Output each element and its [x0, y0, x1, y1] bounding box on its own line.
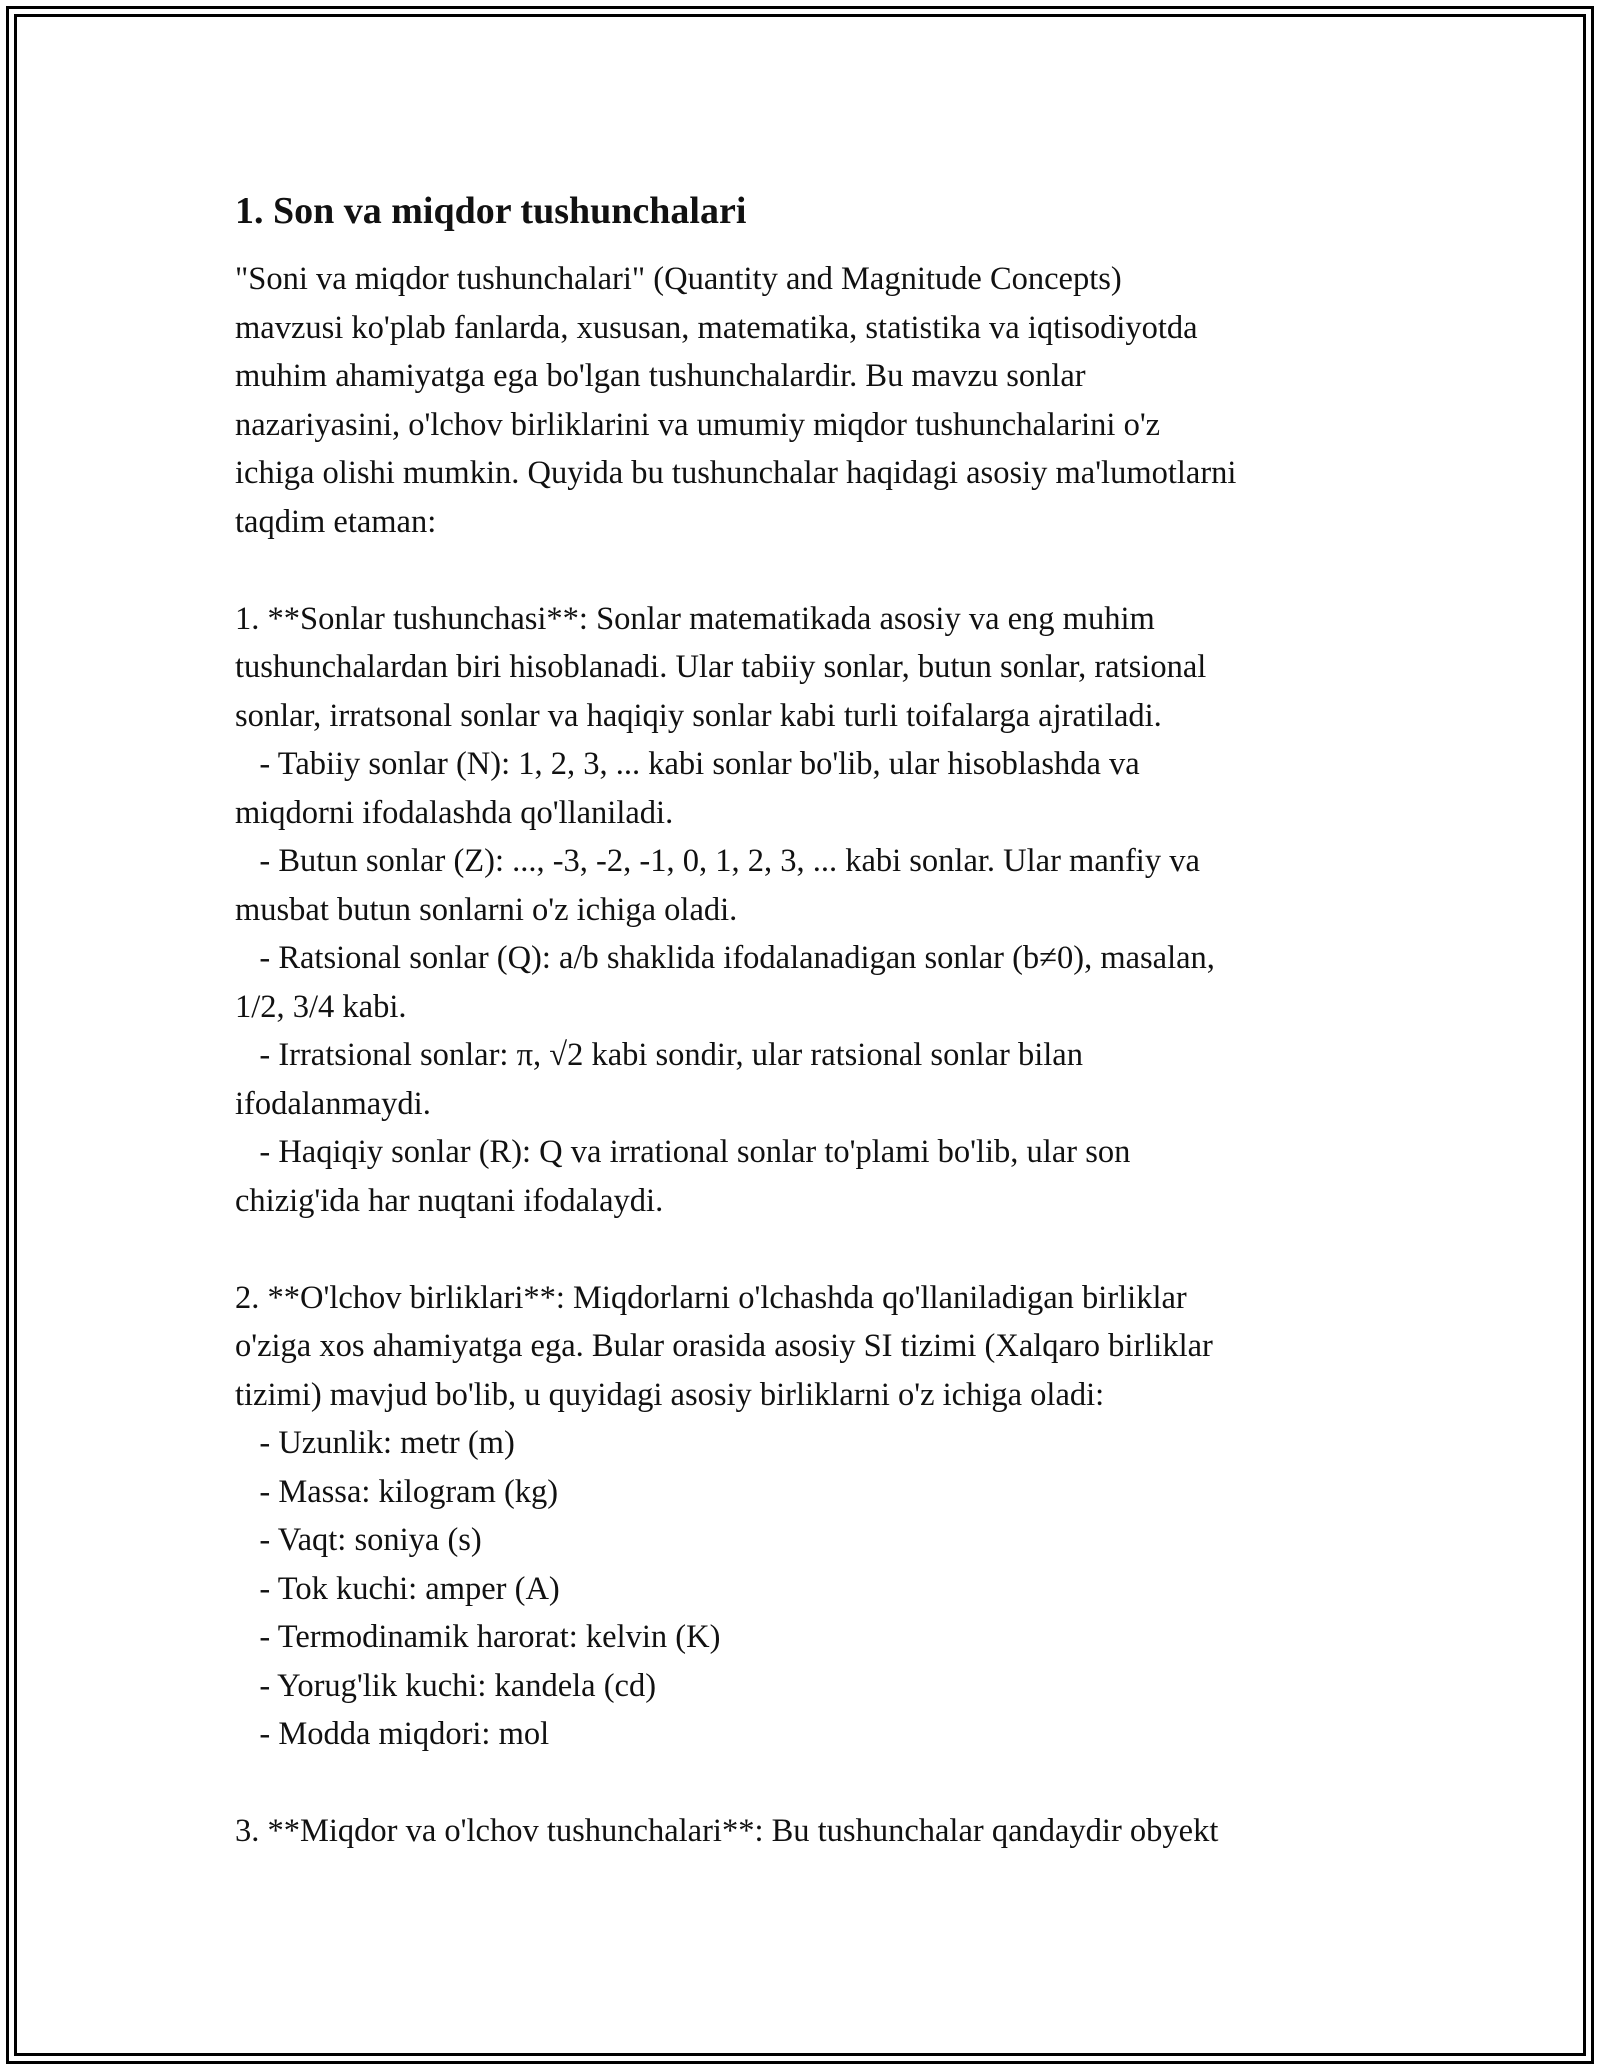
- text-line: 1/2, 3/4 kabi.: [235, 988, 407, 1025]
- document-body: [235, 185, 1395, 1856]
- text-line: ifodalanmaydi.: [235, 1085, 431, 1122]
- text-line: ichiga olishi mumkin. Quyida bu tushunchalar haqidagi asosiy ma'lumotlarni: [235, 455, 1237, 491]
- text-line: nazariyasini, o'lchov birliklarini va umumiy miqdor tushunchalarini o'z: [235, 406, 1161, 443]
- text-line: 1. **Sonlar tushunchasi**: Sonlar matematikada asosiy va eng muhim: [235, 600, 1155, 637]
- text-line: musbat butun sonlarni o'z ichiga oladi.: [235, 891, 738, 928]
- text-line: mavzusi ko'plab fanlarda, xususan, matematika, statistika va iqtisodiyotda: [235, 309, 1198, 346]
- text-line: - Vaqt: soniya (s): [235, 1522, 482, 1558]
- text-line: - Irratsional sonlar: π, √2 kabi sondir, ular ratsional sonlar bilan: [235, 1037, 1083, 1073]
- text-line: 3. **Miqdor va o'lchov tushunchalari**: Bu tushunchalar qandaydir obyekt: [235, 1813, 1219, 1849]
- text-line: - Massa: kilogram (kg): [235, 1473, 559, 1510]
- text-line: "Soni va miqdor tushunchalari" (Quantity and Magnitude Concepts): [235, 261, 1122, 297]
- text-line: - Modda miqdori: mol: [235, 1716, 550, 1752]
- text-line: muhim ahamiyatga ega bo'lgan tushunchalardir. Bu mavzu sonlar: [235, 358, 1086, 394]
- blank-line: [235, 1759, 1395, 1808]
- text-line: - Butun sonlar (Z): ..., -3, -2, -1, 0, 1, 2, 3, ... kabi sonlar. Ular manfiy va: [235, 843, 1200, 879]
- text-line: - Uzunlik: metr (m): [235, 1425, 515, 1461]
- text-line: - Haqiqiy sonlar (R): Q va irrational sonlar to'plami bo'lib, ular son: [235, 1134, 1131, 1170]
- section-heading: 1. Son va miqdor tushunchalari: [235, 190, 747, 232]
- text-line: - Tok kuchi: amper (A): [235, 1570, 560, 1607]
- text-line: o'ziga xos ahamiyatga ega. Bular orasida asosiy SI tizimi (Xalqaro birliklar: [235, 1328, 1213, 1364]
- text-line: chizig'ida har nuqtani ifodalaydi.: [235, 1182, 664, 1219]
- text-line: sonlar, irratsonal sonlar va haqiqiy sonlar kabi turli toifalarga ajratiladi.: [235, 697, 1162, 734]
- text-line: - Yorug'lik kuchi: kandela (cd): [235, 1667, 657, 1704]
- text-line: - Termodinamik harorat: kelvin (K): [235, 1619, 721, 1655]
- text-line: 2. **O'lchov birliklari**: Miqdorlarni o'lchashda qo'llaniladigan birliklar: [235, 1279, 1187, 1316]
- text-line: miqdorni ifodalashda qo'llaniladi.: [235, 794, 674, 831]
- text-line: tushunchalardan biri hisoblanadi. Ular tabiiy sonlar, butun sonlar, ratsional: [235, 649, 1207, 685]
- text-line: - Tabiiy sonlar (N): 1, 2, 3, ... kabi sonlar bo'lib, ular hisoblashda va: [235, 746, 1140, 782]
- blank-line: [235, 546, 1395, 595]
- text-line: tizimi) mavjud bo'lib, u quyidagi asosiy birliklarni o'z ichiga oladi:: [235, 1376, 1105, 1413]
- blank-line: [235, 1225, 1395, 1274]
- text-line: taqdim etaman:: [235, 503, 437, 540]
- document-text: [235, 255, 1395, 1856]
- text-line: - Ratsional sonlar (Q): a/b shaklida ifodalanadigan sonlar (b≠0), masalan,: [235, 940, 1215, 976]
